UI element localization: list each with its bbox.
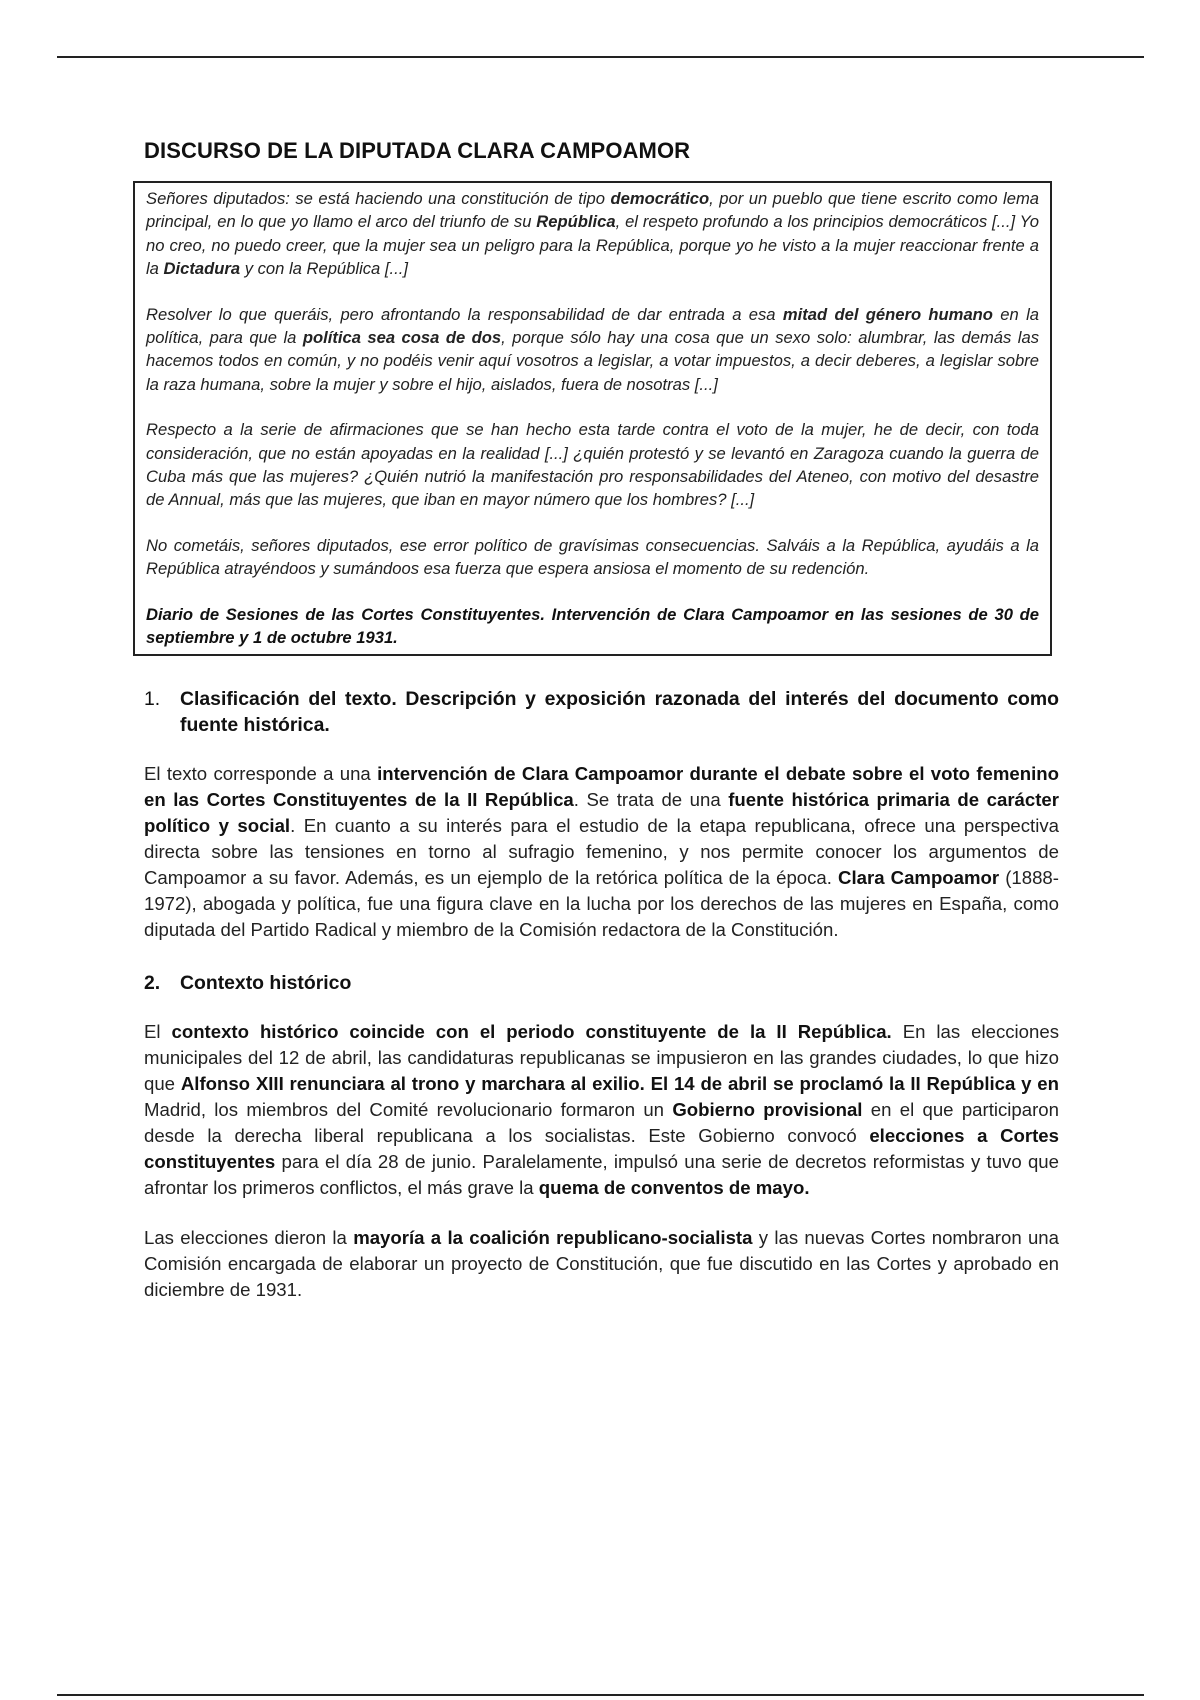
emphasis-text: Alfonso XIII renunciara al trono y marchara al exilio. El 14 de abril se proclamó la II República y en [180,1072,1059,1094]
section-2-title: Contexto histórico [180,971,352,994]
quote-paragraph [146,534,1039,581]
section-1-heading [144,686,1059,738]
text-run: , el respeto profundo a los principios democráticos [...] Yo no creo, no puedo creer, que la mujer sea un peligro para la República, porque yo he visto a la mujer reaccionar frente a la [146,212,1039,279]
text-run: en la política, para que la [146,304,1039,348]
section-2-paragraph [144,1225,1059,1303]
quote-paragraph [146,418,1039,512]
text-run: y con la República [...] [240,259,408,279]
quote-paragraph [146,303,1039,397]
emphasis-text: mayoría a la coalición republicano-socialista [353,1226,753,1248]
page-title: DISCURSO DE LA DIPUTADA CLARA CAMPOAMOR [144,138,691,163]
top-rule [57,56,1144,58]
emphasis-text: política sea cosa de dos [302,328,502,348]
text-run: en el que participaron desde la derecha liberal republicana a los socialistas. Este Gobierno convocó [144,1098,1059,1146]
emphasis-text: fuente histórica primaria de carácter político y social [144,788,1060,836]
emphasis-text: Gobierno provisional [672,1098,863,1120]
emphasis-text: Clara Campoamor [838,866,1000,888]
text-run: para el día 28 de junio. Paralelamente, impulsó una serie de decretos reformistas y tuvo que afrontar los primeros conflictos, el más grave la [144,1150,1059,1198]
document-body [144,138,1059,1327]
section-2-heading [144,970,1059,996]
text-run: En las elecciones municipales del 12 de abril, las candidaturas republicanas se impusieron en las grandes ciudades, lo que hizo que [144,1020,1059,1094]
section-2-paragraph [144,1019,1059,1201]
emphasis-text: quema de conventos de mayo. [538,1176,810,1198]
text-run: (1888-1972), abogada y política, fue una figura clave en la lucha por los derechos de las mujeres en España, como diputada del Partido Radical y miembro de la Comisión redactora de la Constitución. [144,866,1059,940]
quote-paragraph [146,187,1039,281]
quote-source: Diario de Sesiones de las Cortes Constituyentes. Intervención de Clara Campoamor en las sesiones de 30 de septiembre y 1 de octubre 1931. [146,604,1039,648]
emphasis-text: mitad del género humano [782,304,993,324]
text-run: . Se trata de una [573,788,729,810]
bottom-rule [57,1694,1144,1696]
text-run: , por un pueblo que tiene escrito como lema principal, en lo que yo llamo el arco del triunfo de su [146,189,1039,232]
emphasis-text: contexto histórico coincide con el periodo constituyente de la II República. [171,1020,892,1042]
text-run: El [144,1020,172,1042]
text-run: Señores diputados: se está haciendo una constitución de tipo [146,189,611,208]
emphasis-text: democrático [610,189,710,208]
emphasis-text: Dictadura [163,259,241,279]
section-1-title: Clasificación del texto. Descripción y exposición razonada del interés del documento como fuente histórica. [180,687,1059,736]
emphasis-text: elecciones a Cortes constituyentes [144,1124,1059,1172]
text-run: y las nuevas Cortes nombraron una Comisión encargada de elaborar un proyecto de Constitución, que fue discutido en las Cortes y aprobado en diciembre de 1931. [144,1226,1059,1300]
text-run: Resolver lo que queráis, pero afrontando la responsabilidad de dar entrada a esa [146,304,783,324]
text-run: El texto corresponde a una [144,762,378,784]
section-1-paragraph [144,761,1059,943]
emphasis-text: República [536,212,616,232]
text-run: , porque sólo hay una cosa que un sexo solo: alumbrar, las demás las hacemos todos en común, y no podéis venir aquí vosotros a legislar, a votar impuestos, a decir deberes, a legislar sobre la raza humana, sobre la mujer y sobre el hijo, aislados, fuera de nosotras [...] [146,328,1039,394]
text-run: Las elecciones dieron la [144,1226,354,1248]
section-1-number: 1. [144,687,161,710]
text-run: Madrid, los miembros del Comité revolucionario formaron un [144,1098,673,1120]
speech-quote-box [133,181,1052,656]
section-2-number: 2. [144,971,161,994]
emphasis-text: intervención de Clara Campoamor durante el debate sobre el voto femenino en las Cortes Constituyentes de la II República [144,762,1059,810]
text-run: Respecto a la serie de afirmaciones que se han hecho esta tarde contra el voto de la mujer, he de decir, con toda consideración, que no están apoyadas en la realidad [...] ¿quién protestó y se levantó en Zaragoza cuando la guerra de Cuba más que las mujeres? ¿Quién nutrió la manifestación pro responsabilidades del Ateneo, con motivo del desastre de Annual, más que las mujeres, que iban en mayor número que los hombres? [...] [146,420,1039,510]
text-run: No cometáis, señores diputados, ese error político de gravísimas consecuencias. Salváis a la República, ayudáis a la República atrayéndoos y sumándoos esa fuerza que espera ansiosa el momento de su redención. [146,535,1039,579]
text-run: . En cuanto a su interés para el estudio de la etapa republicana, ofrece una perspectiva directa sobre las tensiones en torno al sufragio femenino, y nos permite conocer los argumentos de Campoamor a su favor. Además, es un ejemplo de la retórica política de la época. [144,814,1059,888]
